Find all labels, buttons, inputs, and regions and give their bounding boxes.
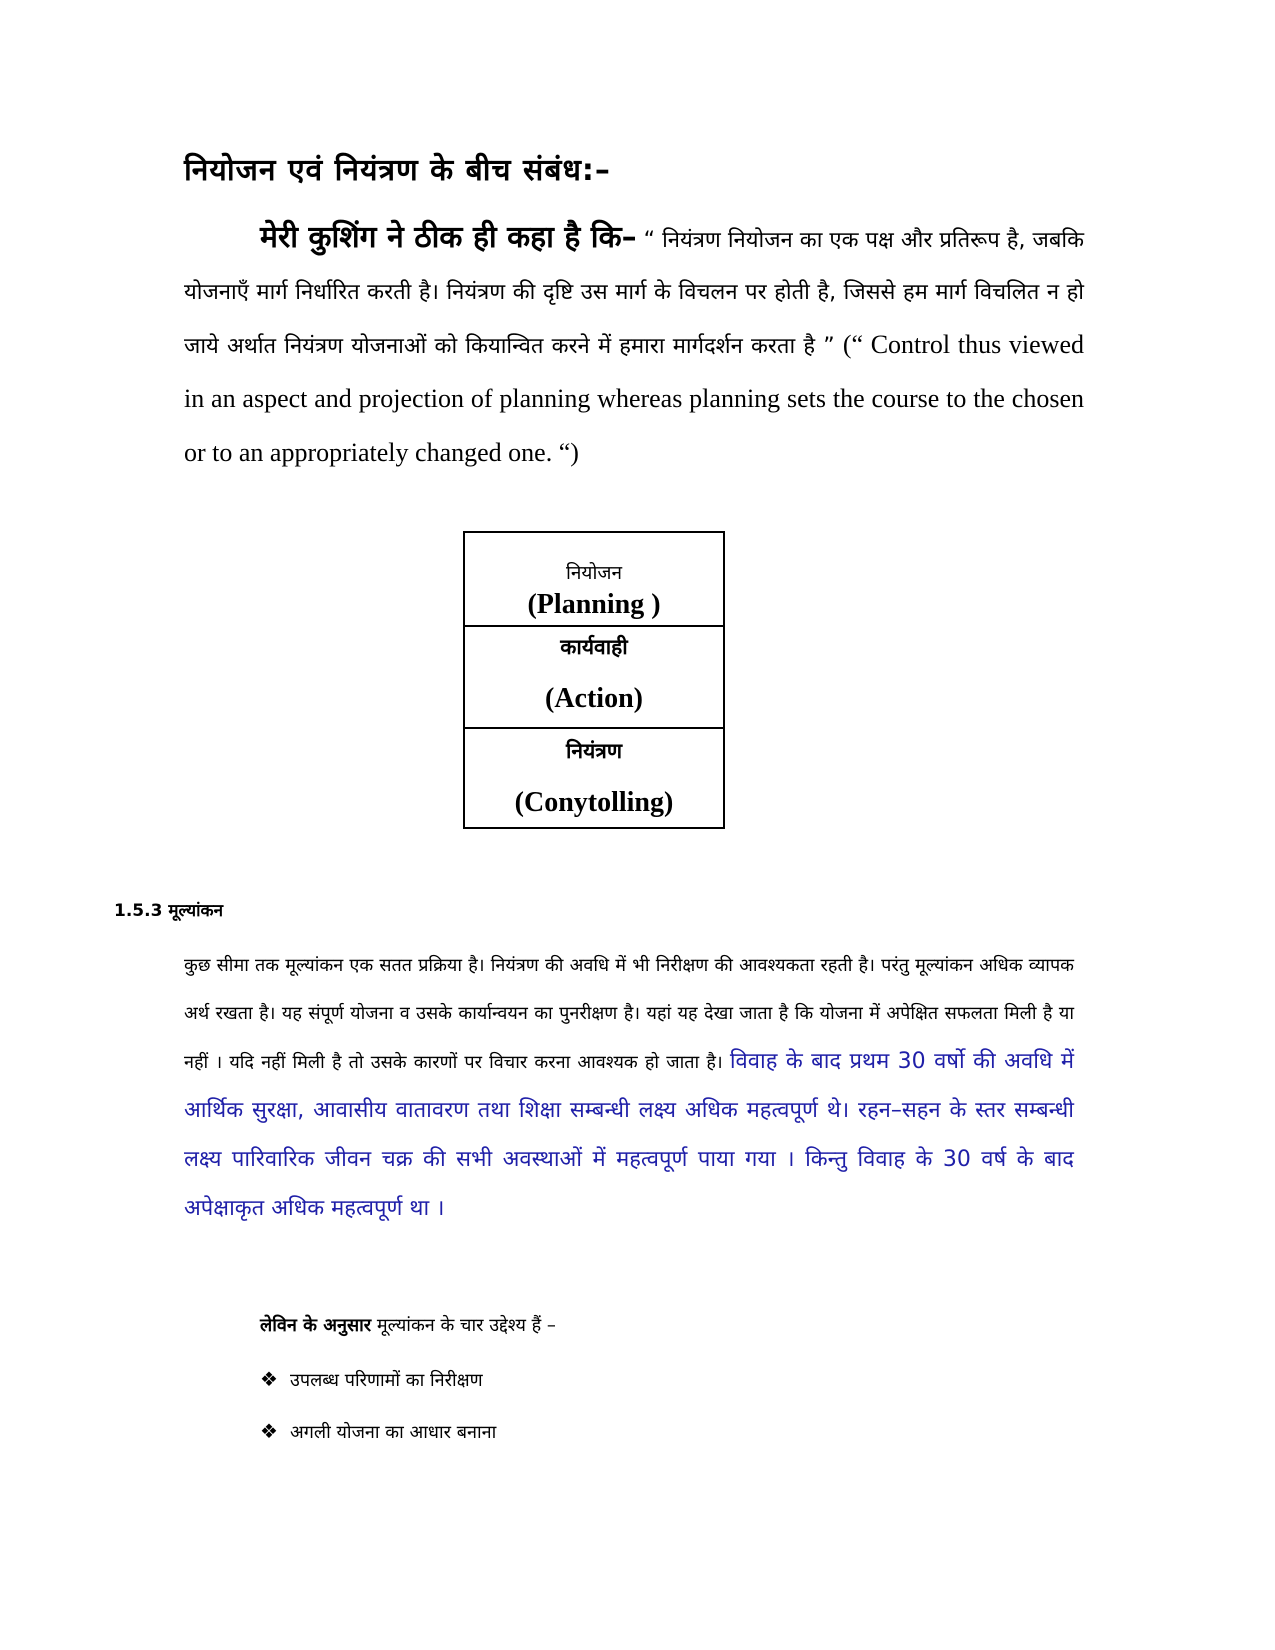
quote-english: (“ Control thus viewed in an aspect and projection of planning whereas planning sets the course to the chosen or to an appropriately changed one. “) xyxy=(184,330,1084,467)
lewin-text: मूल्यांकन के चार उद्देश्य हैं – xyxy=(371,1315,556,1336)
quote-hindi: “ नियंत्रण नियोजन का एक पक्ष और प्रतिरूप है, जबकि योजनाएँ मार्ग निर्धारित करती है। नियंत्रण की दृष्टि उस मार्ग के विचलन पर होती है, जिससे हम मार्ग विचलित न हो जाये अर्थात नियंत्रण योजनाओं को कियान्वित करने में हमारा मार्गदर्शन करता है ” xyxy=(184,228,1084,359)
evaluation-paragraph xyxy=(184,942,1074,1234)
subsection-title: 1.5.3 मूल्यांकन xyxy=(114,901,224,921)
flow-hindi-label: नियोजन xyxy=(565,562,623,584)
flow-english-label: (Conytolling) xyxy=(514,787,674,818)
paragraph-text: कुछ सीमा तक मूल्यांकन एक सतत प्रक्रिया है। नियंत्रण की अवधि में भी निरीक्षण की आवश्यकता रहती है। परंतु मूल्यांकन अधिक व्यापक अर्थ रखता है। यह संपूर्ण योजना व उसके कार्यान्वयन का पुनरीक्षण है। यहां यह देखा जाता है कि योजना में अपेक्षित सफलता मिली है या नहीं । यदि नहीं मिली है तो उसके कारणों पर विचार करना आवश्यक हो जाता है। xyxy=(184,955,1074,1073)
list-item xyxy=(260,1420,496,1472)
flow-cell-controlling xyxy=(465,729,723,827)
cushing-quote xyxy=(184,212,1084,481)
lewin-intro xyxy=(260,1313,556,1337)
diamond-bullet-icon: ❖ xyxy=(260,1367,278,1391)
flow-cell-planning xyxy=(465,533,723,627)
objectives-list xyxy=(260,1368,496,1472)
lewin-bold-label: लेविन के अनुसार xyxy=(260,1315,372,1336)
list-item-text: उपलब्ध परिणामों का निरीक्षण xyxy=(290,1370,483,1391)
diamond-bullet-icon: ❖ xyxy=(260,1419,278,1443)
flow-hindi-label: नियंत्रण xyxy=(565,739,623,763)
quote-lead: मेरी कुशिंग ने ठीक ही कहा है कि– xyxy=(260,220,637,255)
flow-cell-action xyxy=(465,627,723,729)
flow-english-label: (Action) xyxy=(545,683,643,714)
flow-hindi-label: कार्यवाही xyxy=(560,635,628,659)
flow-english-label: (Planning ) xyxy=(527,589,661,620)
paragraph-highlight-text: विवाह के बाद प्रथम 30 वर्षो की अवधि में आर्थिक सुरक्षा, आवासीय वातावरण तथा शिक्षा सम्बन्धी लक्ष्य अधिक महत्वपूर्ण थे। रहन–सहन के स्तर सम्बन्धी लक्ष्य पारिवारिक जीवन चक्र की सभी अवस्थाओं में महत्वपूर्ण पाया गया । किन्तु विवाह के 30 वर्ष के बाद अपेक्षाकृत अधिक महत्वपूर्ण था । xyxy=(184,1049,1074,1221)
list-item xyxy=(260,1368,496,1420)
section-heading: नियोजन एवं नियंत्रण के बीच संबंध:– xyxy=(184,153,611,188)
list-item-text: अगली योजना का आधार बनाना xyxy=(290,1422,497,1443)
planning-flow-table xyxy=(463,531,725,829)
